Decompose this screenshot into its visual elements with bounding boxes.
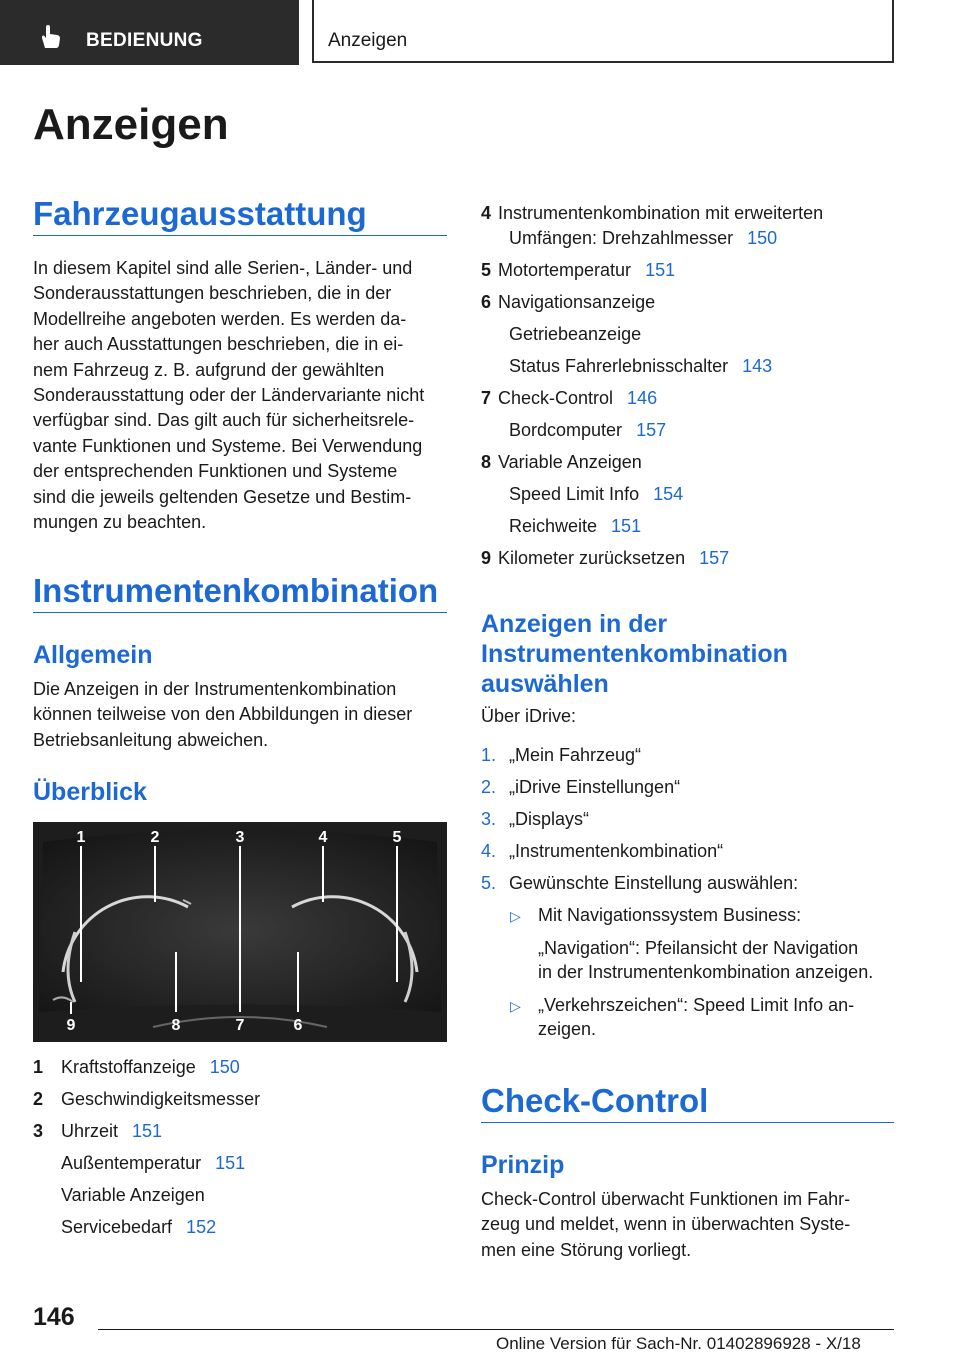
bullet-item [510,993,855,1019]
heading-rule [481,1122,894,1123]
triangle-bullet-icon: ▷ [510,908,521,924]
legend-number: 7 [481,388,492,408]
legend-item [481,546,729,571]
fahrzeug-paragraph [33,256,453,535]
step-number: 1. [481,745,497,765]
bullet-item [510,903,802,929]
figure-label: 2 [150,829,160,846]
page-reference-link[interactable]: 151 [215,1153,246,1173]
section-tab[interactable] [0,0,299,65]
step-number: 4. [481,841,497,861]
text-line: Modellreihe angeboten werden. Es werden da- [33,308,407,329]
allgemein-paragraph [33,677,453,753]
legend-number: 2 [33,1089,44,1109]
figure-label: 8 [171,1017,181,1034]
page-reference-link[interactable]: 157 [699,548,730,568]
legend-item [509,226,777,251]
heading-anzeigen-auswaehlen [481,609,788,699]
step-text: „iDrive Einstellungen“ [509,777,681,797]
figure-label: 7 [235,1017,245,1034]
heading-ueberblick: Überblick [33,778,147,806]
page-reference-link[interactable]: 151 [645,260,676,280]
page-reference-link[interactable]: 157 [636,420,667,440]
text-line: Betriebsanleitung abweichen. [33,729,269,750]
step-text: „Mein Fahrzeug“ [509,745,642,765]
figure-label: 3 [235,829,245,846]
legend-item [61,1151,245,1176]
text-line: Sonderausstattung oder der Ländervariante nicht [33,385,425,406]
heading-fahrzeugausstattung: Fahrzeugausstattung [33,195,367,232]
text-line: mungen zu beachten. [33,512,207,533]
page-reference-link[interactable]: 143 [742,356,773,376]
bullet-text: „Verkehrszeichen“: Speed Limit Info an- [538,995,855,1015]
bullet-text: in der Instrumentenkombination anzeigen. [538,962,874,982]
legend-item [481,201,823,226]
legend-item [33,1087,260,1112]
bullet-text: „Navigation“: Pfeilansicht der Navigation [538,938,859,958]
legend-text: Navigationsanzeige [498,292,656,312]
idrive-intro: Über iDrive: [481,706,577,726]
legend-item [509,514,641,539]
list-item [481,743,642,768]
heading-instrumentenkombination: Instrumentenkombination [33,572,439,609]
legend-text: Außentemperatur [61,1153,202,1173]
heading-allgemein: Allgemein [33,641,153,669]
step-number: 2. [481,777,497,797]
figure-label: 6 [293,1017,303,1034]
legend-text: Geschwindigkeitsmesser [61,1089,261,1109]
triangle-bullet-icon: ▷ [510,998,521,1014]
text-line: sind die jeweils geltenden Gesetze und Bestim- [33,486,412,507]
legend-item [509,418,666,443]
legend-text: Umfängen: Drehzahlmesser [509,228,734,248]
text-line: Check-Control überwacht Funktionen im Fahr- [481,1189,851,1209]
heading-line: Anzeigen in der [481,610,668,638]
footer-text: Online Version für Sach-Nr. 01402896928 - X/18 [496,1334,861,1353]
page-reference-link[interactable]: 154 [653,484,684,504]
heading-line: auswählen [481,670,609,698]
section-label: BEDIENUNG [86,30,203,51]
text-line: zeug und meldet, wenn in überwachten Syste- [481,1214,851,1235]
heading-rule [33,612,447,613]
list-item [481,775,681,800]
instrument-cluster-figure [33,822,447,1042]
text-line: her auch Ausstattungen beschrieben, die in ei- [33,334,404,355]
legend-text: Check-Control [498,388,614,408]
text-line: Sonderausstattungen beschrieben, die in der [33,283,392,304]
page-reference-link[interactable]: 152 [186,1217,217,1237]
legend-text: Speed Limit Info [509,484,640,504]
legend-text: Reichweite [509,516,598,536]
page-reference-link[interactable]: 150 [209,1057,240,1077]
legend-number: 5 [481,260,492,280]
legend-number: 4 [481,203,492,223]
legend-item [33,1119,162,1144]
text-line: nem Fahrzeug z. B. aufgrund der gewählten [33,359,385,380]
text-line: verfügbar sind. Das gilt auch für sicherheitsrele- [33,410,415,431]
figure-label: 4 [318,829,328,846]
step-text: Gewünschte Einstellung auswählen: [509,873,799,893]
step-text: „Displays“ [509,809,590,829]
prinzip-paragraph [481,1187,901,1263]
legend-number: 1 [33,1057,44,1077]
legend-text: Getriebeanzeige [509,324,642,344]
figure-label: 1 [76,829,86,846]
text-line: men eine Störung vorliegt. [481,1239,692,1260]
bullet-text: Mit Navigationssystem Business: [538,905,802,925]
text-line: der entsprechenden Funktionen und Systeme [33,461,398,482]
figure-label: 5 [392,829,402,846]
legend-item [509,482,683,507]
page-reference-link[interactable]: 146 [627,388,658,408]
step-number: 3. [481,809,497,829]
legend-text: Bordcomputer [509,420,623,440]
text-line: vante Funktionen und Systeme. Bei Verwendung [33,435,423,456]
text-line: Die Anzeigen in der Instrumentenkombination [33,679,397,699]
legend-text: Motortemperatur [498,260,632,280]
page-reference-link[interactable]: 151 [611,516,642,536]
legend-item [481,258,675,283]
legend-item [33,1055,240,1080]
page-title: Anzeigen [33,100,229,149]
heading-check-control: Check-Control [481,1082,709,1119]
legend-item [61,1183,205,1208]
page-reference-link[interactable]: 150 [747,228,778,248]
legend-text: Variable Anzeigen [61,1185,205,1205]
legend-item [481,386,657,411]
legend-item [481,450,642,475]
bullet-text: zeigen. [538,1019,597,1039]
legend-number: 3 [33,1121,44,1141]
text-line: können teilweise von den Abbildungen in dieser [33,704,413,725]
heading-prinzip: Prinzip [481,1151,565,1179]
legend-number: 8 [481,452,492,472]
list-item [481,807,590,832]
legend-number: 9 [481,548,492,568]
legend-item [509,322,641,347]
page-reference-link[interactable]: 151 [132,1121,163,1141]
legend-item [509,354,772,379]
hand-pointer-icon [38,24,64,50]
legend-text: Kraftstoffanzeige [61,1057,196,1077]
list-item [481,871,799,896]
legend-text: Variable Anzeigen [498,452,642,472]
heading-line: Instrumentenkombination [481,640,788,668]
list-item [481,839,724,864]
legend-text: Kilometer zurücksetzen [498,548,686,568]
step-text: „Instrumentenkombination“ [509,841,724,861]
heading-rule [33,235,447,236]
legend-text: Servicebedarf [61,1217,173,1237]
step-number: 5. [481,873,497,893]
chapter-tab[interactable] [312,0,894,63]
page-number: 146 [33,1303,75,1331]
legend-item [61,1215,216,1240]
legend-text: Status Fahrerlebnisschalter [509,356,729,376]
chapter-label: Anzeigen [328,30,408,51]
text-line: In diesem Kapitel sind alle Serien-, Länder- und [33,258,413,278]
legend-text: Instrumentenkombination mit erweiterten [498,203,824,223]
legend-number: 6 [481,292,492,312]
figure-label: 9 [66,1017,76,1034]
footer-rule [98,1329,894,1330]
legend-text: Uhrzeit [61,1121,119,1141]
legend-item [481,290,655,315]
